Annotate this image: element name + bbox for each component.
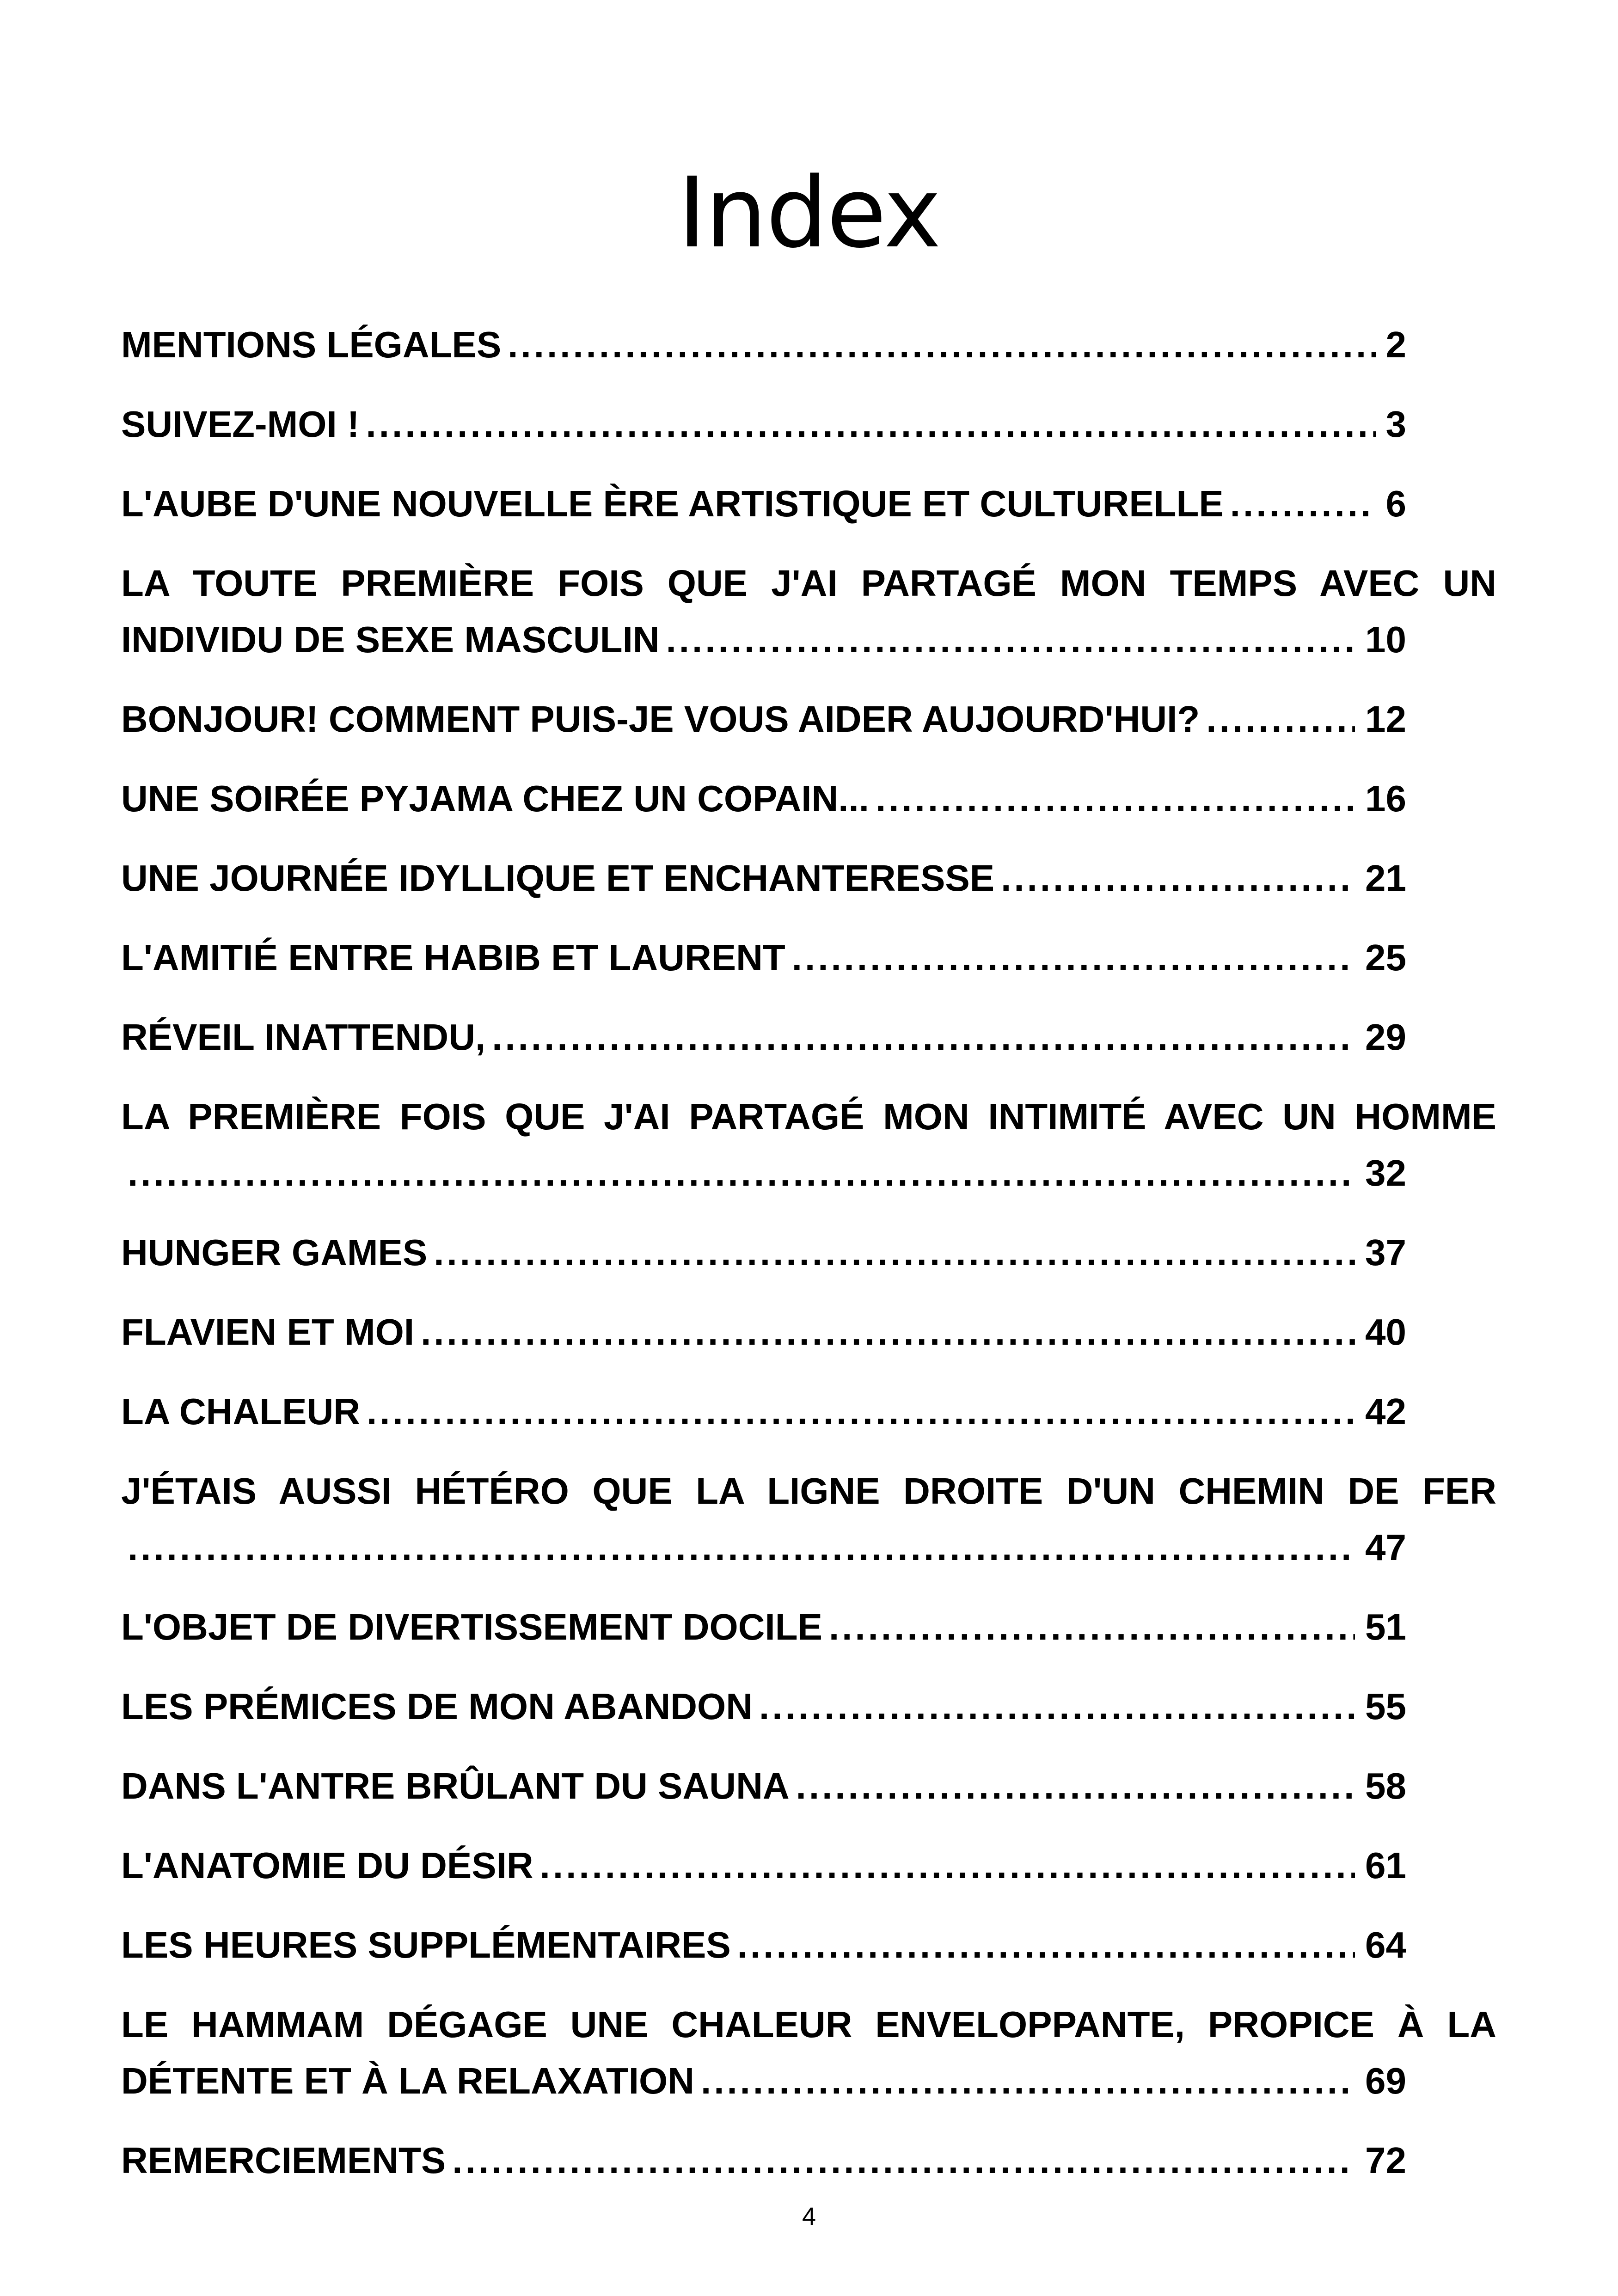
toc-entry-suivez-moi[interactable]: [121, 396, 1406, 453]
toc-entry-page: 37: [1365, 1232, 1406, 1273]
dot-leader: [796, 1758, 1355, 1814]
dot-leader: [366, 396, 1376, 453]
dot-leader: [434, 1225, 1355, 1281]
toc-entry-objet[interactable]: [121, 1599, 1406, 1655]
dot-leader: [540, 1837, 1355, 1894]
toc-entry-hunger-games[interactable]: [121, 1225, 1406, 1281]
toc-entry-heures[interactable]: [121, 1917, 1406, 1973]
toc-entry-page: 21: [1365, 857, 1406, 899]
toc-entry-title: L'OBJET DE DIVERTISSEMENT DOCILE: [121, 1606, 822, 1647]
toc-entry-journee-idyllique[interactable]: [121, 850, 1406, 906]
dot-leader: [666, 612, 1355, 668]
toc-entry-title: DANS L'ANTRE BRÛLANT DU SAUNA: [121, 1765, 790, 1806]
toc-entry-line2: [121, 1519, 1406, 1576]
toc-entry-premiere-fois-intimite[interactable]: [121, 1089, 1496, 1201]
dot-leader: [367, 1384, 1355, 1440]
toc-entry-page: 69: [1365, 2060, 1406, 2101]
toc-entry-flavien[interactable]: [121, 1304, 1406, 1360]
dot-leader: [792, 930, 1355, 986]
toc-entry-page: 10: [1365, 619, 1406, 660]
toc-entry-title: LES PRÉMICES DE MON ABANDON: [121, 1686, 753, 1727]
page-title: Index: [677, 156, 941, 269]
toc-entry-sauna[interactable]: [121, 1758, 1406, 1814]
toc-entry-page: 29: [1365, 1016, 1406, 1058]
toc-entry-premices[interactable]: [121, 1678, 1406, 1735]
dot-leader: [829, 1599, 1355, 1655]
toc-entry-aube[interactable]: [121, 476, 1406, 532]
toc-entry-line2: [121, 1145, 1406, 1201]
toc-entry-page: 72: [1365, 2140, 1406, 2181]
table-of-contents: [121, 317, 1496, 2212]
toc-entry-page: 2: [1385, 324, 1406, 365]
toc-entry-title: BONJOUR! COMMENT PUIS-JE VOUS AIDER AUJOURD'HUI?: [121, 698, 1200, 740]
toc-entry-title-line1: LA TOUTE PREMIÈRE FOIS QUE J'AI PARTAGÉ MON TEMPS AVEC UN: [121, 563, 1496, 604]
toc-entry-hammam[interactable]: [121, 1996, 1496, 2109]
dot-leader: [492, 1009, 1355, 1065]
toc-entry-page: 6: [1385, 483, 1406, 524]
toc-entry-title: L'AUBE D'UNE NOUVELLE ÈRE ARTISTIQUE ET CULTURELLE: [121, 483, 1224, 524]
dot-leader: [701, 2053, 1355, 2109]
toc-entry-title: MENTIONS LÉGALES: [121, 324, 502, 365]
toc-entry-title: L'AMITIÉ ENTRE HABIB ET LAURENT: [121, 937, 785, 978]
toc-entry-title: UNE JOURNÉE IDYLLIQUE ET ENCHANTERESSE: [121, 857, 995, 899]
toc-entry-title-line1: J'ÉTAIS AUSSI HÉTÉRO QUE LA LIGNE DROITE D'UN CHEMIN DE FER: [121, 1470, 1496, 1512]
toc-entry-chaleur[interactable]: [121, 1384, 1406, 1440]
toc-entry-line2: [121, 612, 1406, 668]
toc-entry-page: 58: [1365, 1765, 1406, 1806]
toc-entry-reveil[interactable]: [121, 1009, 1406, 1065]
dot-leader: [737, 1917, 1355, 1973]
toc-entry-amitie[interactable]: [121, 930, 1406, 986]
toc-entry-title-line1: LA PREMIÈRE FOIS QUE J'AI PARTAGÉ MON INTIMITÉ AVEC UN HOMME: [121, 1096, 1496, 1137]
toc-entry-page: 47: [1365, 1527, 1406, 1568]
dot-leader: [759, 1678, 1355, 1735]
dot-leader: [508, 317, 1375, 373]
toc-entry-page: 40: [1365, 1311, 1406, 1353]
toc-entry-page: 3: [1385, 404, 1406, 445]
toc-entry-page: 64: [1365, 1924, 1406, 1965]
toc-entry-page: 55: [1365, 1686, 1406, 1727]
toc-entry-page: 42: [1365, 1391, 1406, 1432]
toc-entry-title: LES HEURES SUPPLÉMENTAIRES: [121, 1924, 731, 1965]
footer-page-number: 4: [802, 2203, 816, 2230]
toc-entry-title: UNE SOIRÉE PYJAMA CHEZ UN COPAIN...: [121, 778, 869, 819]
toc-entry-title-line2: DÉTENTE ET À LA RELAXATION: [121, 2060, 694, 2101]
toc-entry-title: HUNGER GAMES: [121, 1232, 428, 1273]
toc-entry-soiree-pyjama[interactable]: [121, 771, 1406, 827]
toc-entry-page: 25: [1365, 937, 1406, 978]
dot-leader: [1206, 691, 1355, 747]
toc-entry-hetero[interactable]: [121, 1463, 1496, 1576]
toc-entry-page: 16: [1365, 778, 1406, 819]
toc-entry-title: LA CHALEUR: [121, 1391, 360, 1432]
toc-entry-page: 32: [1365, 1152, 1406, 1194]
toc-entry-page: 12: [1365, 698, 1406, 740]
toc-entry-page: 51: [1365, 1606, 1406, 1647]
dot-leader: [1230, 476, 1376, 532]
dot-leader: [876, 771, 1355, 827]
dot-leader: [1001, 850, 1355, 906]
toc-entry-remerciements[interactable]: [121, 2132, 1406, 2189]
toc-entry-bonjour[interactable]: [121, 691, 1406, 747]
toc-entry-title: SUIVEZ-MOI !: [121, 404, 360, 445]
dot-leader: [128, 1145, 1355, 1201]
toc-entry-anatomie[interactable]: [121, 1837, 1406, 1894]
toc-entry-title-line1: LE HAMMAM DÉGAGE UNE CHALEUR ENVELOPPANTE, PROPICE À LA: [121, 2004, 1496, 2045]
toc-entry-line2: [121, 2053, 1406, 2109]
dot-leader: [128, 1519, 1355, 1576]
dot-leader: [421, 1304, 1355, 1360]
dot-leader: [452, 2132, 1355, 2189]
toc-entry-title-line2: INDIVIDU DE SEXE MASCULIN: [121, 619, 660, 660]
toc-entry-title: REMERCIEMENTS: [121, 2140, 446, 2181]
toc-entry-title: RÉVEIL INATTENDU,: [121, 1016, 486, 1058]
toc-entry-toute-premiere-fois[interactable]: [121, 555, 1496, 668]
toc-entry-title: L'ANATOMIE DU DÉSIR: [121, 1845, 533, 1886]
toc-entry-mentions-legales[interactable]: [121, 317, 1406, 373]
toc-entry-title: FLAVIEN ET MOI: [121, 1311, 415, 1353]
toc-entry-page: 61: [1365, 1845, 1406, 1886]
